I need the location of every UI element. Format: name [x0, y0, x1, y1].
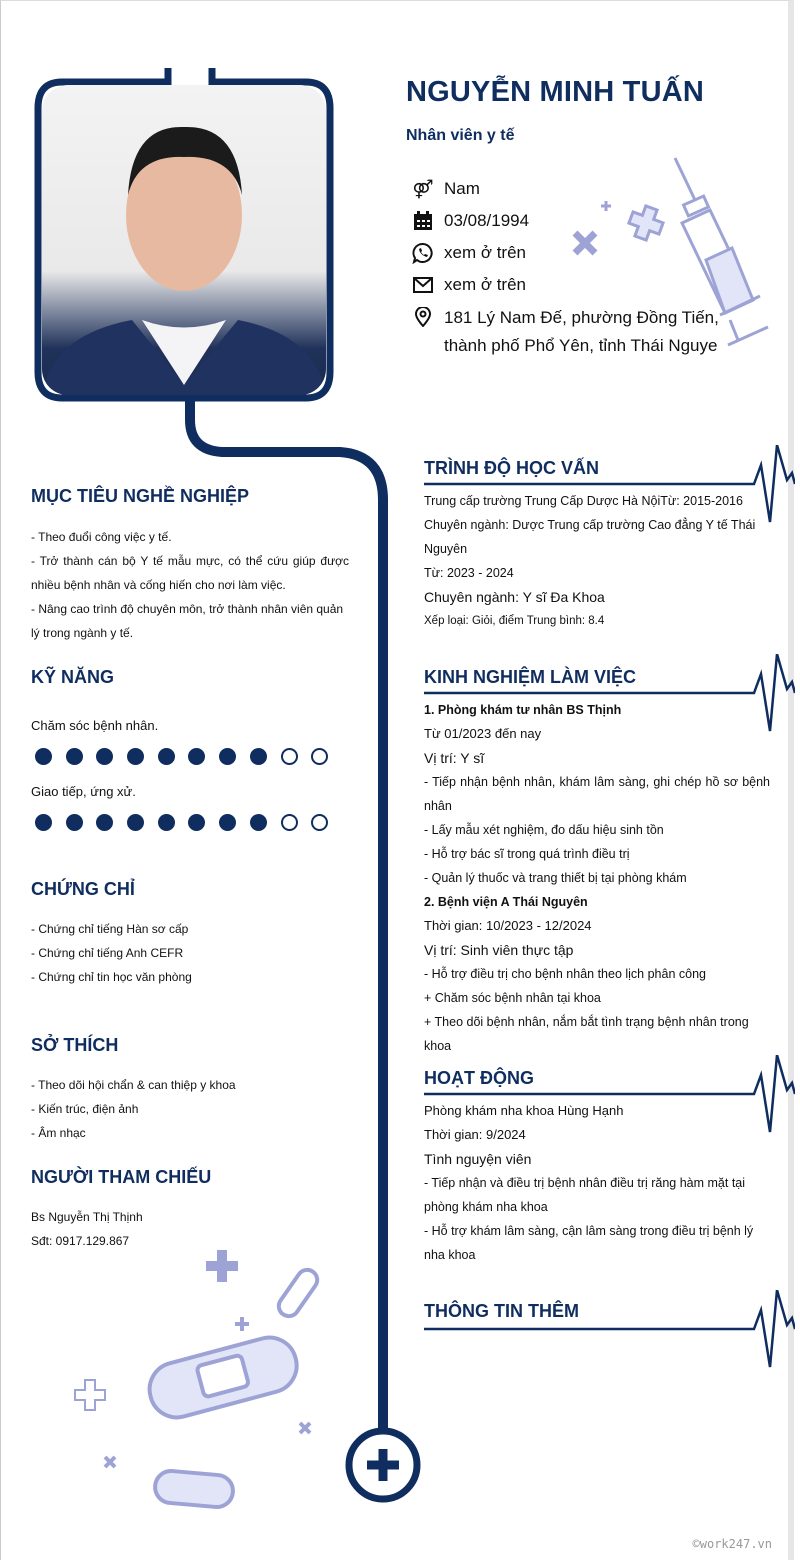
location-icon	[412, 306, 434, 328]
activity-role: Tình nguyện viên	[424, 1151, 532, 1167]
job-task: - Quản lý thuốc và trang thiết bị tại phòng khám	[424, 871, 687, 885]
whatsapp-icon	[412, 242, 434, 264]
certificates-list	[31, 917, 349, 989]
rating-dot-filled	[127, 748, 144, 765]
activities-content	[424, 1099, 770, 1267]
calendar-icon	[412, 210, 434, 232]
birthday-value: 03/08/1994	[444, 211, 530, 230]
job-task: - Hỗ trợ điều trị cho bệnh nhân theo lịch phân công	[424, 967, 706, 981]
person-silhouette	[42, 85, 326, 395]
objective-text	[31, 525, 349, 645]
education-period: Từ: 2023 - 2024	[424, 566, 514, 580]
certificate-item: - Chứng chỉ tiếng Anh CEFR	[31, 946, 184, 960]
hobby-item: - Âm nhạc	[31, 1126, 86, 1140]
rating-dot-filled	[250, 748, 267, 765]
rating-dot-filled	[188, 814, 205, 831]
skills-heading: KỸ NĂNG	[31, 667, 115, 687]
phone-value[interactable]: xem ở trên	[444, 243, 527, 262]
education-grade: Xếp loại: Giỏi, điểm Trung bình: 8.4	[424, 615, 605, 627]
hobby-item: - Theo dõi hội chẩn & can thiệp y khoa	[31, 1078, 236, 1092]
candidate-name: NGUYỄN MINH TUẤN	[406, 76, 705, 108]
skill-name: Giao tiếp, ứng xử.	[31, 784, 136, 799]
objective-line: - Theo đuổi công việc y tế.	[31, 530, 172, 544]
rating-dot-filled	[127, 814, 144, 831]
rating-dot-filled	[219, 748, 236, 765]
skill-name: Chăm sóc bệnh nhân.	[31, 718, 159, 733]
rating-dot-filled	[66, 748, 83, 765]
rating-dot-filled	[158, 748, 175, 765]
extra-info-heading: THÔNG TIN THÊM	[424, 1301, 579, 1321]
education-content	[424, 489, 770, 633]
activities-heading: HOẠT ĐỘNG	[424, 1068, 534, 1088]
objective-line: - Trở thành cán bộ Y tế mẫu mực, có thể cứu giúp được nhiều bệnh nhân và cống hiến cho nơi làm việc.	[31, 554, 349, 592]
experience-content	[424, 698, 770, 1058]
mail-icon	[412, 274, 434, 296]
hobby-item: - Kiến trúc, điện ảnh	[31, 1102, 139, 1116]
watermark: ©work247.vn	[692, 1537, 772, 1551]
references-heading: NGƯỜI THAM CHIẾU	[31, 1167, 212, 1187]
profile-photo	[42, 85, 326, 395]
rating-dot-filled	[35, 814, 52, 831]
rating-dot-filled	[250, 814, 267, 831]
certificate-item: - Chứng chỉ tiếng Hàn sơ cấp	[31, 922, 189, 936]
activity-task: - Hỗ trợ khám lâm sàng, cận lâm sàng trong điều trị bệnh lý nha khoa	[424, 1224, 754, 1262]
job-name: 1. Phòng khám tư nhân BS Thịnh	[424, 703, 622, 717]
hobbies-list	[31, 1073, 349, 1145]
address-line-1: 181 Lý Nam Đế, phường Đồng Tiến,	[444, 308, 719, 327]
activity-org: Phòng khám nha khoa Hùng Hạnh	[424, 1103, 624, 1118]
job-title: Nhân viên y tế	[406, 127, 515, 144]
rating-dot-filled	[219, 814, 236, 831]
email-value[interactable]: xem ở trên	[444, 275, 527, 294]
syringe-decoration	[570, 155, 775, 355]
rating-dot-filled	[96, 814, 113, 831]
address-line-2: thành phố Phổ Yên, tỉnh Thái Nguye	[444, 336, 718, 355]
activity-time: Thời gian: 9/2024	[424, 1127, 526, 1142]
gender-value: Nam	[444, 179, 480, 198]
job-task: + Theo dõi bệnh nhân, nắm bắt tình trạng bệnh nhân trong khoa	[424, 1015, 749, 1053]
rating-dot-filled	[35, 748, 52, 765]
medical-decoration	[60, 1245, 340, 1525]
objective-line: - Nâng cao trình độ chuyên môn, trở thành nhân viên quản lý trong ngành y tế.	[31, 602, 344, 640]
job-position: Vị trí: Y sĩ	[424, 750, 485, 766]
rating-dot-filled	[96, 748, 113, 765]
gender-icon: ⚤	[412, 179, 434, 199]
rating-dot-filled	[158, 814, 175, 831]
education-heading: TRÌNH ĐỘ HỌC VẤN	[424, 458, 599, 478]
hobbies-heading: SỞ THÍCH	[31, 1035, 119, 1055]
education-major: Chuyên ngành: Y sĩ Đa Khoa	[424, 589, 605, 605]
job-task: - Hỗ trợ bác sĩ trong quá trình điều trị	[424, 847, 630, 861]
objective-heading: MỤC TIÊU NGHỀ NGHIỆP	[31, 486, 250, 506]
rating-dot-empty	[281, 814, 298, 831]
job-position: Vị trí: Sinh viên thực tập	[424, 942, 574, 958]
job-task: - Lấy mẫu xét nghiệm, đo dấu hiệu sinh tồn	[424, 823, 664, 837]
reference-phone: Sđt: 0917.129.867	[31, 1234, 130, 1248]
job-task: + Chăm sóc bệnh nhân tại khoa	[424, 991, 601, 1005]
reference-name: Bs Nguyễn Thị Thịnh	[31, 1210, 143, 1224]
skill-rating	[35, 748, 328, 765]
rating-dot-empty	[311, 748, 328, 765]
job-task: - Tiếp nhận bệnh nhân, khám lâm sàng, ghi chép hồ sơ bệnh nhân	[424, 775, 770, 813]
job-time: Từ 01/2023 đến nay	[424, 726, 542, 741]
experience-heading: KINH NGHIỆM LÀM VIỆC	[424, 667, 637, 687]
job-time: Thời gian: 10/2023 - 12/2024	[424, 918, 592, 933]
job-name: 2. Bệnh viện A Thái Nguyên	[424, 895, 588, 909]
certificates-heading: CHỨNG CHỈ	[31, 879, 135, 899]
rating-dot-empty	[311, 814, 328, 831]
heartbeat-line	[424, 1290, 795, 1370]
skill-rating	[35, 814, 328, 831]
education-school: Trung cấp trường Trung Cấp Dược Hà NộiTừ: 2015-2016 Chuyên ngành: Dược Trung cấp trường Cao đẳng Y tế Thái Nguyên	[424, 494, 756, 556]
activity-task: - Tiếp nhận và điều trị bệnh nhân điều trị răng hàm mặt tại phòng khám nha khoa	[424, 1176, 746, 1214]
rating-dot-filled	[188, 748, 205, 765]
rating-dot-filled	[66, 814, 83, 831]
certificate-item: - Chứng chỉ tin học văn phòng	[31, 970, 192, 984]
rating-dot-empty	[281, 748, 298, 765]
